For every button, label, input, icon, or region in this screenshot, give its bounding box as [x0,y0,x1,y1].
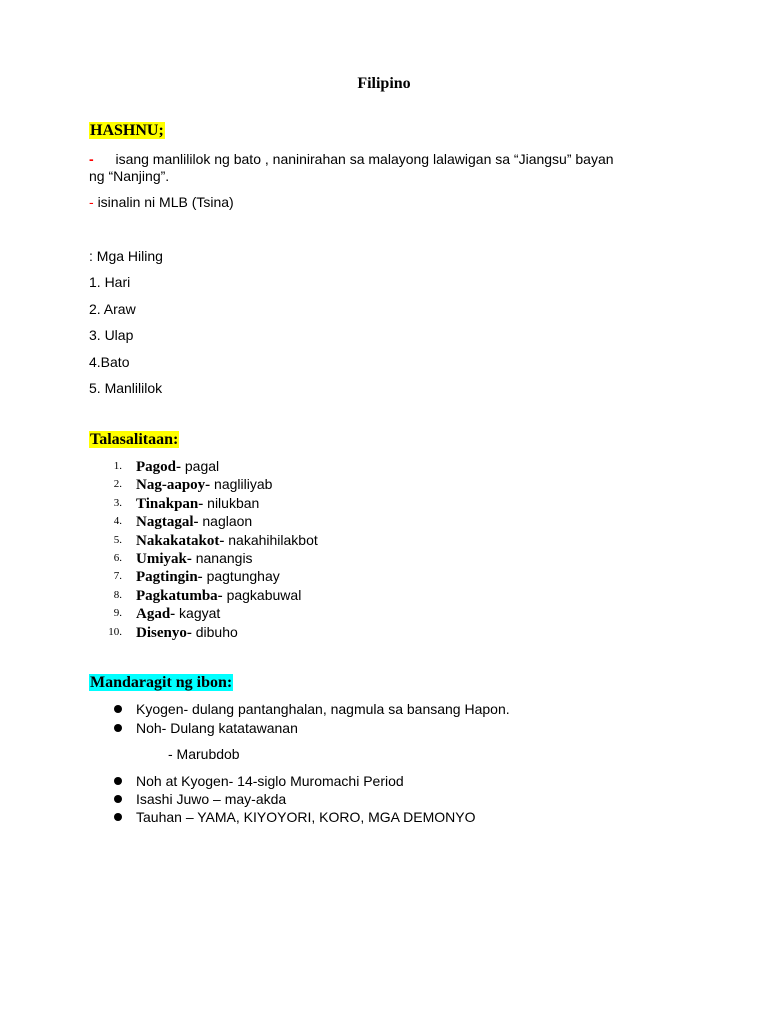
bullet-dot [114,777,122,785]
vocab-term: Pagod- [136,459,181,475]
vocab-term: Nagtagal- [136,514,199,530]
talasalitaan-heading: Talasalitaan: [90,431,179,448]
mandaragit-heading: Mandaragit ng ibon: [90,674,233,691]
bullet-dot [114,724,122,732]
vocab-number: 7. [113,570,122,582]
vocab-number: 9. [113,607,122,619]
hiling-item: 4.Bato [89,354,130,370]
vocab-number: 1. [113,460,122,472]
vocab-term: Agad- [136,606,176,622]
red-dash: - [89,194,94,210]
vocab-number: 2. [113,478,122,490]
vocab-number: 6. [113,552,122,564]
vocab-term: Disenyo- [136,625,192,641]
vocab-meaning: nanangis [191,550,253,566]
hiling-heading: : Mga Hiling [89,248,163,264]
hiling-item: 2. Araw [89,301,136,317]
vocab-item [136,568,280,586]
hashnu-paragraph-1 [89,151,729,167]
vocab-meaning: nakahihilakbot [224,532,318,548]
vocab-item [136,532,318,550]
vocab-meaning: dibuho [191,624,238,640]
hashnu-line1b: ng “Nanjing”. [89,168,170,184]
bullet-item: Noh at Kyogen- 14-siglo Muromachi Period [136,773,404,789]
vocab-meaning: pagkabuwal [222,587,302,603]
bullet-dot [114,813,122,821]
hashnu-heading: HASHNU; [90,122,164,139]
vocab-meaning: nilukban [203,495,260,511]
red-dash: - [89,151,94,167]
hashnu-paragraph-2 [89,194,234,210]
vocab-meaning: pagtunghay [202,568,280,584]
vocab-meaning: naglaon [198,513,253,529]
vocab-item [136,624,238,642]
vocab-item [136,476,272,494]
vocab-term: Pagtingin- [136,569,203,585]
vocab-item [136,458,219,476]
hiling-item: 5. Manlililok [89,380,163,396]
vocab-item [136,495,259,513]
vocab-meaning: kagyat [175,605,221,621]
sub-item: - Marubdob [168,746,240,762]
vocab-term: Nag-aapoy- [136,477,211,493]
vocab-item [136,550,253,568]
hiling-item: 1. Hari [89,274,131,290]
hiling-item: 3. Ulap [89,327,134,343]
vocab-term: Umiyak- [136,551,192,567]
hashnu-line2: isinalin ni MLB (Tsina) [97,194,234,210]
vocab-term: Tinakpan- [136,496,204,512]
bullet-item: Noh- Dulang katatawanan [136,720,298,736]
bullet-dot [114,795,122,803]
vocab-number: 5. [113,534,122,546]
bullet-item: Tauhan – YAMA, KIYOYORI, KORO, MGA DEMONYO [136,809,476,825]
vocab-number: 3. [113,497,122,509]
section-heading-talasalitaan [89,431,179,449]
vocab-term: Pagkatumba- [136,588,223,604]
vocab-number: 10. [108,626,122,638]
vocab-term: Nakakatakot- [136,533,225,549]
bullet-item: Kyogen- dulang pantanghalan, nagmula sa bansang Hapon. [136,701,510,717]
page-title: Filipino [357,75,411,92]
section-heading-hashnu [89,122,165,140]
bullet-dot [114,705,122,713]
vocab-item [136,513,252,531]
hashnu-line1: isang manlililok ng bato , naninirahan sa malayong lalawigan sa “Jiangsu” bayan [115,151,614,167]
vocab-meaning: nagliliyab [210,476,273,492]
vocab-number: 4. [113,515,122,527]
vocab-number: 8. [113,589,122,601]
bullet-item: Isashi Juwo – may-akda [136,791,287,807]
vocab-item [136,587,301,605]
section-heading-mandaragit [89,674,233,692]
vocab-meaning: pagal [181,458,220,474]
vocab-item [136,605,220,623]
